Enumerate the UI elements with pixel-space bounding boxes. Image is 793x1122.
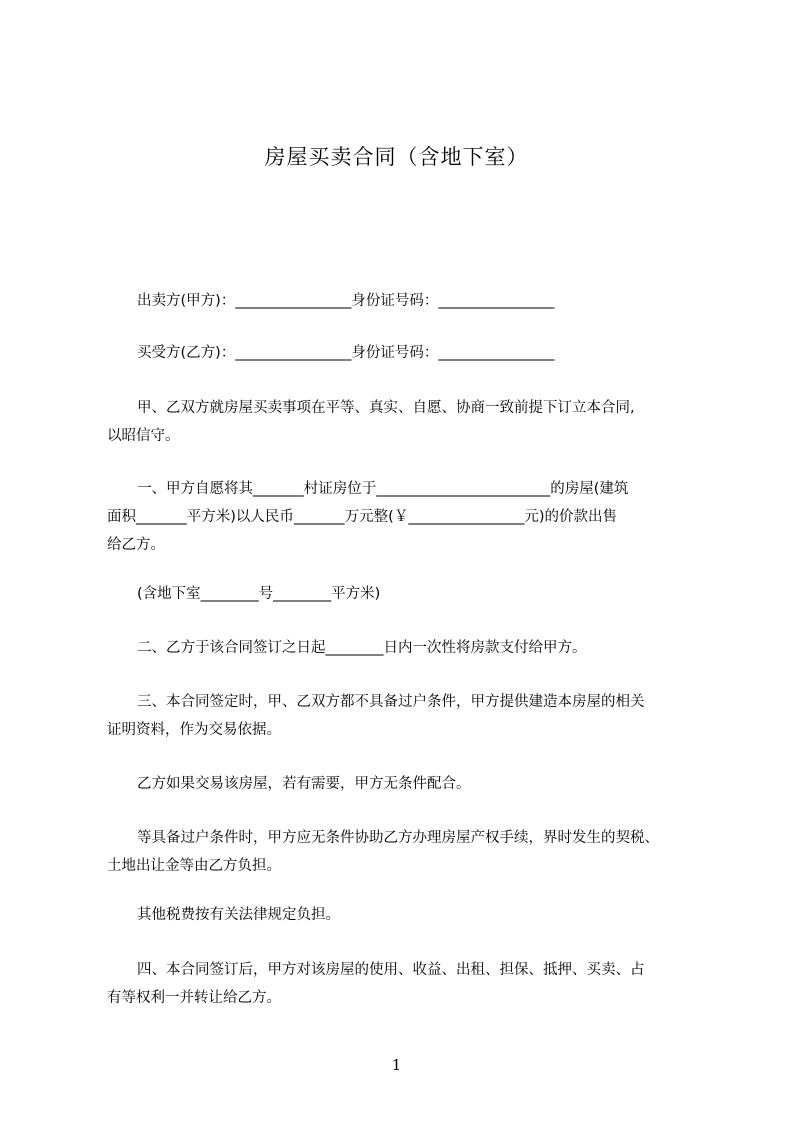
- clause-3-line-6: 其他税费按有关法律规定负担。: [137, 907, 340, 923]
- intro-line-2: 以昭信守。: [107, 428, 180, 444]
- clause-3-line-3: 乙方如果交易该房屋，若有需要，甲方无条件配合。: [137, 776, 471, 792]
- clause-1-line-1: 一、甲方自愿将其_______村证房位于________________________的房屋(建筑: [137, 481, 629, 497]
- clause-4-line-1: 四、本合同签订后，甲方对该房屋的使用、收益、出租、担保、抵押、买卖、占: [137, 962, 645, 978]
- basement-line: (含地下室________号________平方米): [137, 586, 381, 602]
- seller-line: 出卖方(甲方)：________________身份证号码：________________: [137, 293, 555, 309]
- clause-1-line-2: 面积_______平方米)以人民币_______万元整(￥________________元)的价款出售: [107, 509, 617, 525]
- buyer-line: 买受方(乙方)：________________身份证号码：________________: [137, 345, 555, 361]
- clause-3-line-5: 土地出让金等由乙方负担。: [107, 858, 281, 874]
- clause-4-line-2: 有等权利一并转让给乙方。: [107, 990, 281, 1006]
- document-title: 房屋买卖合同（含地下室）: [264, 145, 529, 169]
- clause-3-line-4: 等具备过户条件时，甲方应无条件协助乙方办理房屋产权手续，界时发生的契税、: [137, 830, 659, 846]
- clause-3-line-1: 三、本合同签定时，甲、乙双方都不具备过户条件，甲方提供建造本房屋的相关: [137, 694, 645, 710]
- clause-1-line-3: 给乙方。: [107, 537, 165, 553]
- intro-line-1: 甲、乙双方就房屋买卖事项在平等、真实、自愿、协商一致前提下订立本合同,: [137, 400, 635, 416]
- clause-2-line: 二、乙方于该合同签订之日起________日内一次性将房款支付给甲方。: [137, 640, 587, 656]
- clause-3-line-2: 证明资料，作为交易依据。: [107, 722, 281, 738]
- page-number: 1: [391, 1056, 402, 1074]
